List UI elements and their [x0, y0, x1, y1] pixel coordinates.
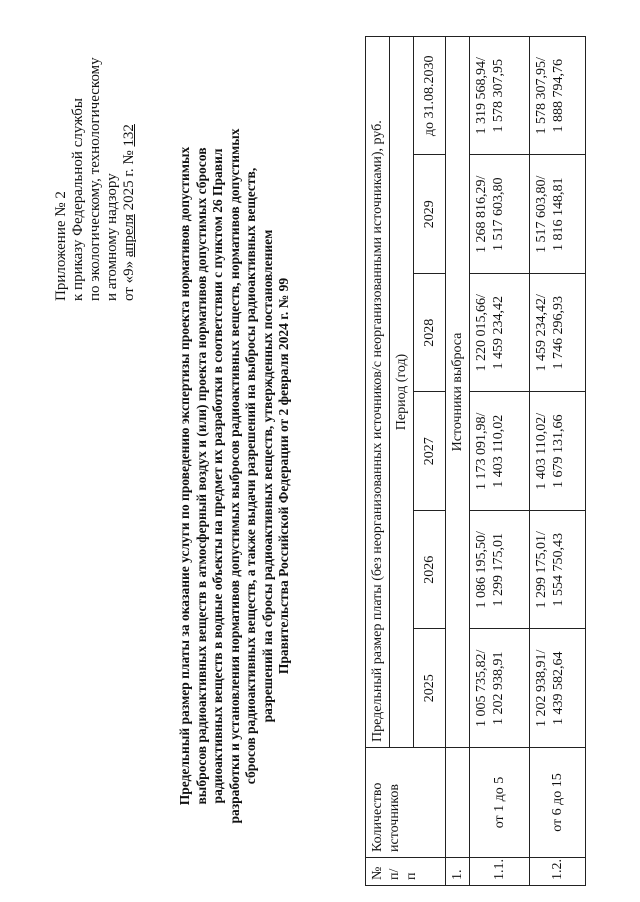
title-line: сбросов радиоактивных веществ, а также выдачи разрешений на выбросы радиоактивных веществ, — [243, 167, 258, 785]
date-mid: 2025 г. № — [121, 150, 137, 211]
rotated-document-page — [25, 16, 625, 886]
row-source-count: от 6 до 15 — [530, 748, 586, 858]
fee-table — [365, 36, 586, 886]
fee-cell: 1 086 195,50/ 1 299 175,01 — [470, 511, 530, 630]
row-number: 1.2. — [530, 858, 586, 886]
appendix-order-date — [121, 57, 138, 301]
header-source-count: Количество источников — [366, 748, 446, 858]
title-line: выбросов радиоактивных веществ в атмосферный воздух и (или) проекта нормативов допустимых сбросов — [193, 147, 209, 805]
fee-cell: 1 173 091,98/ 1 403 110,02 — [470, 392, 530, 511]
fee-cell: 1 459 234,42/ 1 746 296,93 — [530, 274, 586, 393]
fee-cell: 1 403 110,02/ 1 679 131,66 — [530, 392, 586, 511]
header-period: Период (год) — [390, 37, 414, 748]
fee-cell: 1 319 568,94/ 1 578 307,95 — [470, 37, 530, 156]
order-number: 132 — [121, 124, 137, 147]
title-line: Предельный размер платы за оказание услуги по проведению экспертизы проекта нормативов допустимых — [177, 146, 192, 806]
row-number: 1.1. — [470, 858, 530, 886]
title-line: Правительства Российской Федерации от 2 февраля 2024 г. № 99 — [276, 277, 291, 675]
title-line: разрешений на сбросы радиоактивных веществ, утвержденных постановлением — [259, 229, 275, 723]
header-number: № п/п — [366, 858, 446, 886]
section-number: 1. — [446, 858, 470, 886]
date-prefix: от «9» — [121, 260, 137, 301]
row-source-count: от 1 до 5 — [470, 748, 530, 858]
section-label: Источники выброса — [446, 37, 470, 748]
fee-cell: 1 299 175,01/ 1 554 750,43 — [530, 511, 586, 630]
section-row — [446, 37, 470, 886]
fee-cell: 1 220 015,66/ 1 459 234,42 — [470, 274, 530, 393]
table-row — [530, 37, 586, 886]
appendix-agency-line: и атомному надзору — [104, 173, 120, 301]
title-line: разработки и установления нормативов допустимых выбросов радиоактивных веществ, нормативов допустимых — [226, 128, 242, 824]
appendix-header — [53, 57, 138, 301]
fee-cell: 1 202 938,91/ 1 439 582,64 — [530, 629, 586, 748]
header-year: 2027 — [414, 392, 446, 511]
header-year: 2026 — [414, 511, 446, 630]
table-row — [470, 37, 530, 886]
header-year: 2029 — [414, 155, 446, 274]
table-header-row — [366, 37, 390, 886]
appendix-order-ref: к приказу Федеральной службы — [70, 97, 86, 301]
fee-cell: 1 005 735,82/ 1 202 938,91 — [470, 629, 530, 748]
fee-cell: 1 578 307,95/ 1 888 794,76 — [530, 37, 586, 156]
fee-cell: 1 517 603,80/ 1 816 148,81 — [530, 155, 586, 274]
header-year: 2028 — [414, 274, 446, 393]
appendix-agency-line: по экологическому, технологическому — [87, 57, 103, 301]
title-line: радиоактивных веществ в водные объекты на предмет их разработки в соответствии с пунктом 26 Правил — [210, 148, 225, 804]
header-year: до 31.08.2030 — [414, 37, 446, 156]
appendix-number: Приложение № 2 — [53, 191, 69, 301]
document-title — [177, 86, 293, 866]
header-fee: Предельный размер платы (без неорганизованных источников/с неорганизованными источниками), руб. — [366, 37, 390, 748]
date-month: апреля — [121, 214, 137, 258]
fee-cell: 1 268 816,29/ 1 517 603,80 — [470, 155, 530, 274]
header-year: 2025 — [414, 629, 446, 748]
